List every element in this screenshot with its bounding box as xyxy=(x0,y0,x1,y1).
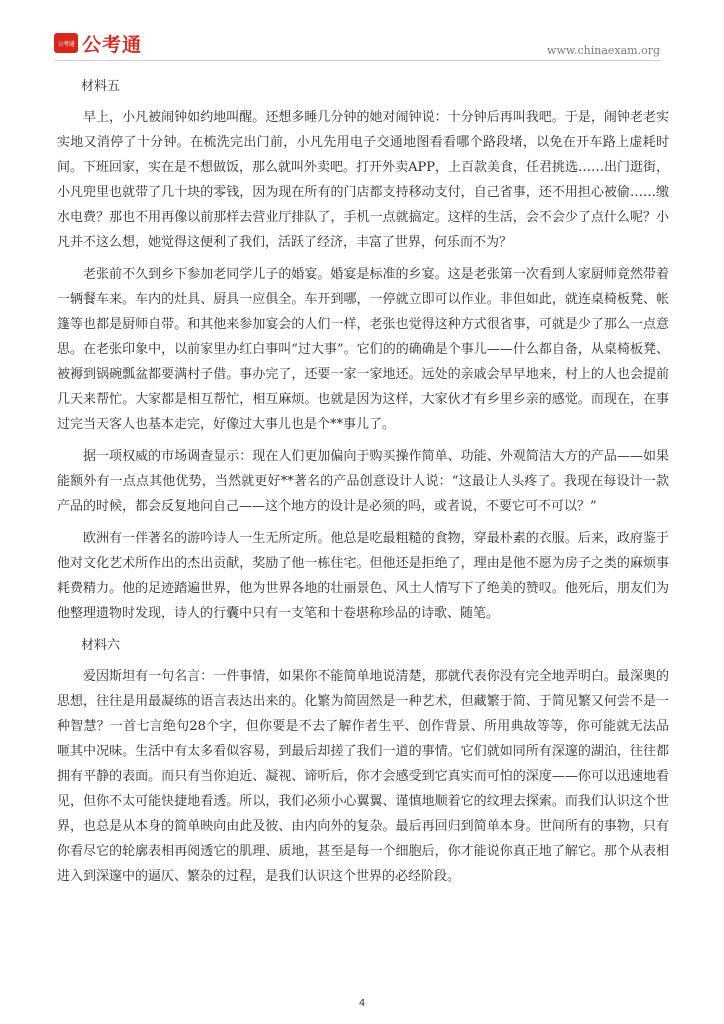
section-material-5 xyxy=(57,74,669,626)
section-heading: 材料五 xyxy=(81,79,121,94)
paragraph: 欧洲有一伴著名的游吟诗人一生无所定所。他总是吃最粗糙的食物，穿最朴素的衣服。后来，政府鉴于他对文化艺术所作出的杰出贡献，奖励了他一栋住宅。但他还是拒绝了，理由是他不愿为房子之类的麻烦事耗费精力。他的足迹踏遍世界，他为世界各地的壮丽景色、风土人情写下了绝美的赞叹。他死后，朋友们为他整理遗物时发现，诗人的行囊中只有一支笔和十卷堪称珍品的诗歌、随笔。 xyxy=(57,531,669,621)
paragraph: 据一项权威的市场调查显示：现在人们更加偏向于购买操作简单、功能、外观简洁大方的产品——如果能额外有一点点其他优势，当然就更好**著名的产品创意设计人说：“这最让人头疼了。我现在每设计一款产品的时候，都会反复地问自己——这个地方的设计是必须的吗，或者说，不要它可不可以？” xyxy=(57,449,669,514)
page-number: 4 xyxy=(358,998,366,1009)
paragraph: 老张前不久到乡下参加老同学儿子的婚宴。婚宴是标准的乡宴。这是老张第一次看到人家厨师竟然带着一辆餐车来。车内的灶具、厨具一应俱全。车开到哪，一停就立即可以作业。非但如此，就连桌椅板凳、帐篷等也都是厨师自带。和其他来参加宴会的人们一样，老张也觉得这种方式很省事，可就是少了那么一点意思。在老张印象中，以前家里办红白事叫“过大事”。它们的的确确是个事儿——什么都自备，从桌椅板凳、被褥到锅碗瓢盆都要满村子借。事办完了，还要一家一家地还。远处的亲戚会早早地来，村上的人也会提前几天来帮忙。大家都是相互帮忙，相互麻烦。也就是因为这样，大家伙才有乡里乡亲的感觉。而现在，在事过完当天客人也基本走完，好像过大事儿也是个**事儿了。 xyxy=(57,267,669,432)
paragraph: 早上，小凡被闹钟如约地叫醒。还想多睡几分钟的她对闹钟说：十分钟后再叫我吧。于是，闹钟老老实实地又消停了十分钟。在梳洗完出门前，小凡先用电子交通地图看看哪个路段堵，以免在开车路上虚耗时间。下班回家，实在是不想做饭，那么就叫外卖吧。打开外卖APP，上百款美食，任君挑选……出门逛街，小凡兜里也就带了几十块的零钱，因为现在所有的门店都支持移动支付，自己省事，还不用担心被偷……缴水电费？那也不用再像以前那样去营业厅排队了，手机一点就搞定。这样的生活，会不会少了点什么呢？小凡并不这么想，她觉得这便利了我们，活跃了经济，丰富了世界，何乐而不为？ xyxy=(57,110,669,250)
page-header xyxy=(0,0,724,62)
logo-badge-text: 公考通 xyxy=(57,40,75,48)
brand-logo-icon xyxy=(54,33,78,53)
site-url[interactable]: www.chinaexam.org xyxy=(547,44,660,57)
document-body xyxy=(57,74,669,896)
section-material-6 xyxy=(57,633,669,889)
brand-name: 公考通 xyxy=(82,34,143,56)
section-heading: 材料六 xyxy=(81,638,121,653)
header-divider xyxy=(54,60,661,61)
paragraph: 爱因斯坦有一句名言：一件事情，如果你不能简单地说清楚，那就代表你没有完全地弄明白。最深奥的思想，往往是用最凝练的语言表达出来的。化繁为简固然是一种艺术，但藏繁于简、于简见繁又何尝不是一种智慧？一首七言绝句28个字，但你要是不去了解作者生平、创作背景、所用典故等等，你可能就无法品咂其中况味。生活中有太多看似容易，到最后却搓了我们一道的事情。它们就如同所有深邃的湖泊，往往都拥有平静的表面。而只有当你迫近、凝视、谛听后，你才会感受到它真实而可怕的深度——你可以迅速地看见，但你不太可能快捷地看透。所以，我们必须小心翼翼、谨慎地顺着它的纹理去探索。而我们认识这个世界，也总是从本身的简单映向由此及彼、由内向外的复杂。最后再回归到简单本身。世间所有的事物，只有你看尽它的轮廓表相再阅透它的肌理、质地，甚至是每一个细胞后，你才能说你真正地了解它。那个从表相进入到深邃中的逼仄、繁杂的过程，是我们认识这个世界的必经阶段。 xyxy=(57,669,669,884)
